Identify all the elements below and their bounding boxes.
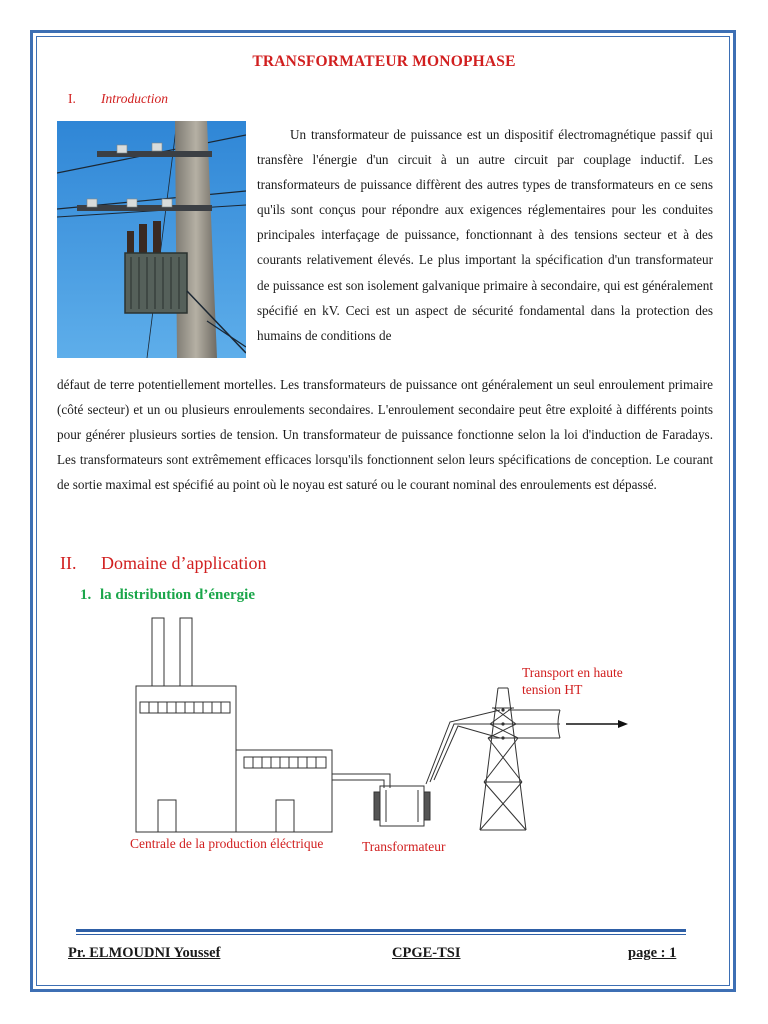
label-transformer: Transformateur: [362, 839, 446, 854]
power-plant-chimneys: [152, 618, 192, 686]
section-number: II.: [60, 553, 77, 573]
intro-paragraph-bottom: défaut de terre potentiellement mortelles. Les transformateurs de puissance ont généralement un seul enroulement primaire (côté secteur) et un ou plusieurs enroulements secondaires. L'enroulement secondaire peut être exploité à différents points pour générer plusieurs sorties de tension. Un transformateur de puissance fonctionne selon la loi d'induction de Faradays. Les transformateurs sont extrêmement efficaces lorsqu'ils fonctionnent selon leurs spécifications de conception. Le courant de sortie maximal est spécifié au point où le noyau est saturé ou le courant nominal des enroulements est dépassé.: [57, 377, 713, 493]
label-transport-line1: Transport en haute: [522, 665, 623, 680]
transformer-pole-photo: [57, 121, 246, 358]
subsection-heading-distribution: [80, 587, 255, 604]
section-label: Introduction: [101, 91, 168, 106]
subsection-number: 1.: [80, 587, 92, 603]
section-label: Domaine d’application: [101, 553, 267, 573]
document-title: TRANSFORMATEUR MONOPHASE: [252, 53, 516, 70]
footer-author: Pr. ELMOUDNI Youssef: [68, 945, 221, 961]
transformer-symbol: [374, 786, 430, 826]
footer-rule-thin: [76, 934, 686, 935]
footer-rule: [76, 929, 686, 932]
transmission-lines: [508, 710, 560, 738]
subsection-label: la distribution d’énergie: [100, 587, 256, 603]
diagram-drawing: [110, 612, 640, 862]
energy-distribution-diagram: [110, 612, 640, 862]
section-number: I.: [68, 91, 76, 106]
footer-page-number: page : 1: [628, 945, 677, 961]
label-power-plant: Centrale de la production éléctrique: [130, 836, 324, 851]
label-transport-line2: tension HT: [522, 682, 583, 697]
section-heading-domaine: [60, 553, 266, 574]
intro-paragraph-top: [257, 122, 713, 348]
intro-text-top: Un transformateur de puissance est un dispositif électromagnétique passif qui transfère l'énergie d'un circuit à un autre circuit par couplage inductif. Les transformateurs de puissance diffèrent des autres types de transformateurs en ce sens qu'ils sont conçus pour répondre aux exigences réglementaires pour les conduites principales interfaçage de puissance, fonctionnant à des tensions secteur et à des courants relativement élevés. Le plus important la spécification d'un transformateur de puissance est son isolement galvanique primaire à secondaire, qui est généralement spécifié en kV. Ceci est un aspect de sécurité fondamental dans la protection des humains de conditions de: [257, 127, 713, 343]
section-heading-introduction: [68, 91, 168, 107]
power-plant-building: [136, 686, 332, 832]
footer-school: CPGE-TSI: [392, 945, 461, 961]
transport-arrow: [566, 720, 628, 728]
